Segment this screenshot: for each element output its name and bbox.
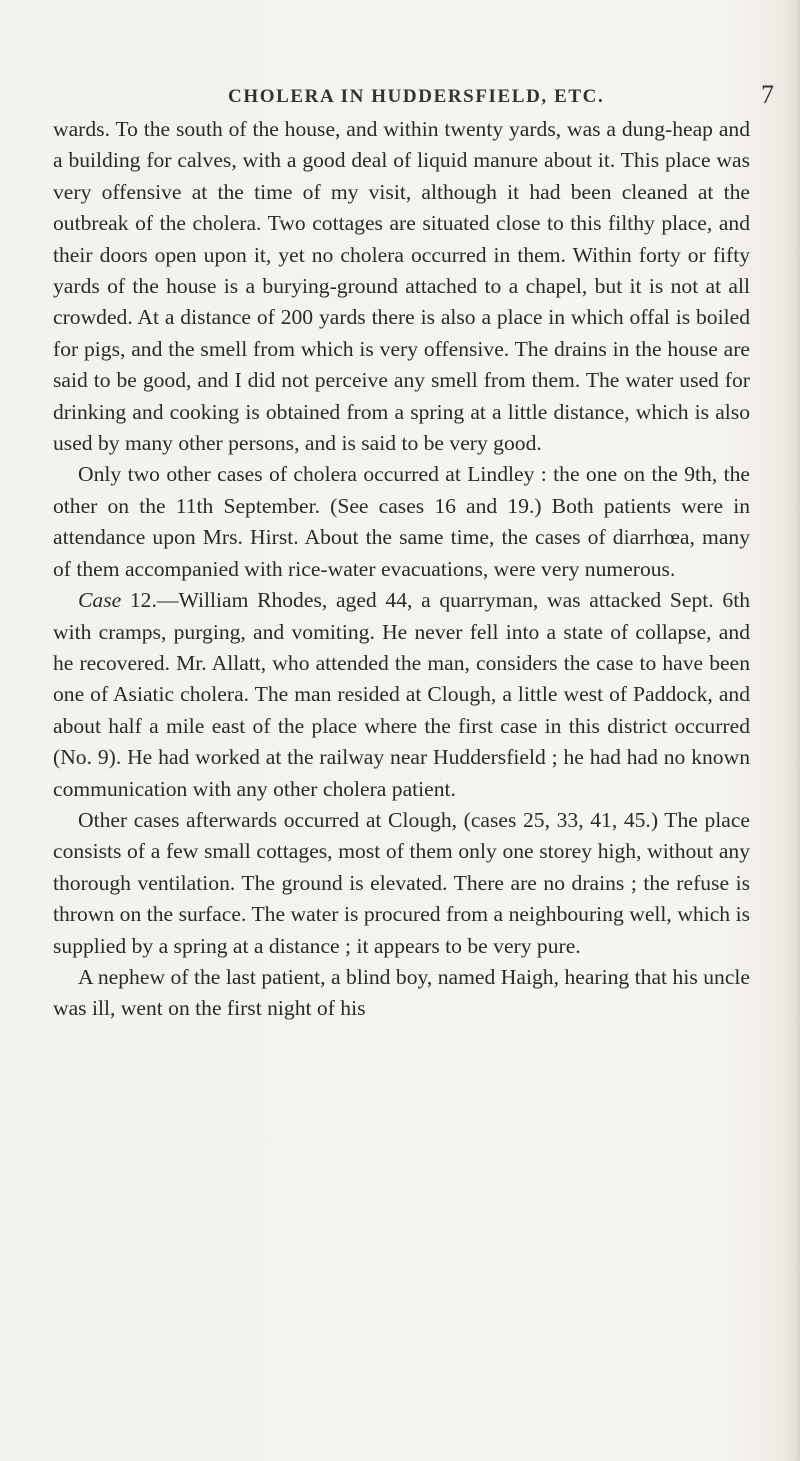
case-label: Case — [78, 588, 122, 613]
page-edge-shadow — [782, 0, 800, 1461]
paragraph-nephew — [53, 962, 750, 1025]
paragraph-case-12 — [53, 585, 750, 805]
paragraph-lindley-cases — [53, 459, 750, 585]
paragraph-text: wards. To the south of the house, and within twenty yards, was a dung-heap and a building for calves, with a good deal of liquid manure about it. This place was very offensive at the time of my visit, although it had been cleaned at the outbreak of the cholera. Two cottages are situated close to this filthy place, and their doors open upon it, yet no cholera occurred in them. Within forty or fifty yards of the house is a burying-ground attached to a chapel, but it is not at all crowded. At a distance of 200 yards there is also a place in which offal is boiled for pigs, and the smell from which is very offensive. The drains in the house are said to be good, and I did not perceive any smell from them. The water used for drinking and cooking is obtained from a spring at a little distance, which is also used by many other persons, and is said to be very good. — [53, 117, 750, 456]
paragraph-clough-cases — [53, 805, 750, 962]
body-text — [53, 114, 750, 1025]
paragraph-text: 12.—William Rhodes, aged 44, a quarryman, was attacked Sept. 6th with cramps, purging, and vomiting. He never fell into a state of collapse, and he recovered. Mr. Allatt, who attended the man, considers the case to have been one of Asiatic cholera. The man resided at Clough, a little west of Paddock, and about half a mile east of the place where the first case in this district occurred (No. 9). He had worked at the railway near Huddersfield ; he had had no known communication with any other cholera patient. — [53, 588, 750, 801]
page-number: 7 — [761, 80, 774, 109]
paragraph-text: Only two other cases of cholera occurred at Lindley : the one on the 9th, the other on the 11th September. (See cases 16 and 19.) Both patients were in attendance upon Mrs. Hirst. About the same time, the cases of diarrhœa, many of them accompanied with rice-water evacuations, were very numerous. — [53, 462, 750, 581]
paragraph-text: Other cases afterwards occurred at Clough, (cases 25, 33, 41, 45.) The place consists of a few small cottages, most of them only one storey high, without any thorough ventilation. The ground is elevated. There are no drains ; the refuse is thrown on the surface. The water is procured from a neighbouring well, which is supplied by a spring at a distance ; it appears to be very pure. — [53, 807, 750, 958]
paragraph-continuation — [53, 114, 750, 459]
paragraph-text: A nephew of the last patient, a blind boy, named Haigh, hearing that his uncle was ill, went on the first night of his — [53, 964, 750, 1021]
running-header: CHOLERA IN HUDDERSFIELD, ETC. — [228, 86, 605, 107]
